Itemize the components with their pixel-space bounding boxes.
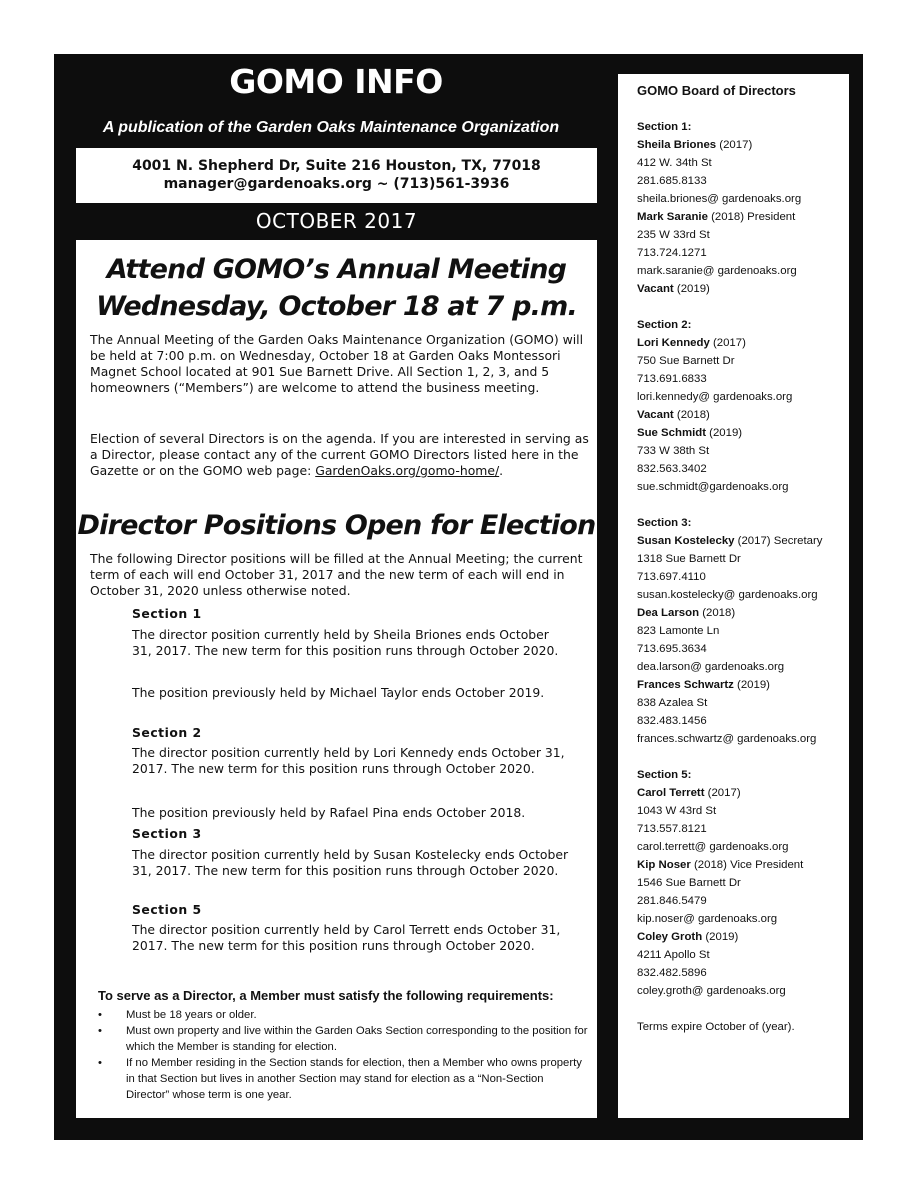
director-phone: 281.846.5479 <box>637 895 707 907</box>
director-term-role: (2019) <box>733 679 770 691</box>
director-email: mark.saranie@ gardenoaks.org <box>637 265 797 277</box>
meeting-headline-line1: Attend GOMO’s Annual Meeting <box>106 254 567 285</box>
director-entry <box>637 604 849 676</box>
director-address: 412 W. 34th St <box>637 157 712 169</box>
masthead-title: GOMO INFO <box>229 62 443 101</box>
election-paragraph <box>90 431 590 479</box>
director-entry <box>637 928 849 1000</box>
director-name: Vacant <box>637 409 674 421</box>
board-sections <box>637 118 849 1000</box>
director-phone: 713.557.8121 <box>637 823 707 835</box>
director-email: frances.schwartz@ gardenoaks.org <box>637 733 817 745</box>
section-1-text: The director position currently held by Sheila Briones ends October 31, 2017. The new term for this position runs through October 2020. <box>132 627 559 658</box>
director-phone: 713.691.6833 <box>637 373 707 385</box>
director-term-role: (2017) <box>716 139 753 151</box>
director-entry <box>637 334 849 406</box>
board-section <box>637 766 849 1000</box>
director-address: 838 Azalea St <box>637 697 708 709</box>
director-name: Mark Saranie <box>637 211 708 223</box>
director-phone: 713.697.4110 <box>637 571 706 583</box>
director-address: 1043 W 43rd St <box>637 805 717 817</box>
director-phone: 832.483.1456 <box>637 715 707 727</box>
director-name: Sue Schmidt <box>637 427 706 439</box>
director-name-line <box>637 856 849 874</box>
gomo-home-link[interactable]: GardenOaks.org/gomo-home/ <box>315 463 500 478</box>
bullet: • <box>98 1009 102 1021</box>
section-1-heading: Section 1 <box>132 606 202 621</box>
director-term-role: (2017) <box>709 337 746 349</box>
director-name: Frances Schwartz <box>637 679 734 691</box>
board-section <box>637 316 849 496</box>
director-term-role: (2018) Vice President <box>690 859 804 871</box>
meeting-headline-line2: Wednesday, October 18 at 7 p.m. <box>96 291 577 322</box>
director-address: 1318 Sue Barnett Dr <box>637 553 741 565</box>
director-name: Dea Larson <box>637 607 700 619</box>
masthead-subtitle: A publication of the Garden Oaks Maintenance Organization <box>102 119 560 136</box>
director-phone: 832.563.3402 <box>637 463 707 475</box>
director-positions-headline: Director Positions Open for Election <box>77 510 596 541</box>
contact-line: manager@gardenoaks.org ~ (713)561-3936 <box>163 176 510 192</box>
issue-date: OCTOBER 2017 <box>255 209 418 233</box>
director-phone: 281.685.8133 <box>637 175 707 187</box>
director-entry <box>637 532 849 604</box>
director-email: coley.groth@ gardenoaks.org <box>637 985 786 997</box>
director-name-line <box>637 208 849 226</box>
director-phone: 832.482.5896 <box>637 967 707 979</box>
bullet: • <box>98 1057 102 1069</box>
director-name: Vacant <box>637 283 674 295</box>
director-term-role: (2019) <box>702 931 739 943</box>
section-5-heading: Section 5 <box>132 902 202 917</box>
board-title: GOMO Board of Directors <box>637 83 796 98</box>
director-term-role: (2019) <box>673 283 710 295</box>
director-name-line <box>637 334 849 352</box>
director-name-line <box>637 928 849 946</box>
director-name: Carol Terrett <box>637 787 705 799</box>
director-address: 1546 Sue Barnett Dr <box>637 877 741 889</box>
requirements-list <box>98 1007 588 1103</box>
director-address: 733 W 38th St <box>637 445 710 457</box>
director-name: Coley Groth <box>637 931 703 943</box>
section-2-heading: Section 2 <box>132 725 202 740</box>
director-email: sue.schmidt@gardenoaks.org <box>637 481 789 493</box>
director-name-line <box>637 604 849 622</box>
director-entry <box>637 208 849 280</box>
board-section-label: Section 5: <box>637 769 692 781</box>
requirement-text: Must be 18 years or older. <box>126 1009 257 1021</box>
director-entry <box>637 856 849 928</box>
director-name-line <box>637 676 849 694</box>
director-name-line <box>637 532 849 550</box>
director-address: 4211 Apollo St <box>637 949 710 961</box>
director-email: susan.kostelecky@ gardenoaks.org <box>637 589 818 601</box>
address-line: 4001 N. Shepherd Dr, Suite 216 Houston, TX, 77018 <box>132 158 541 174</box>
director-address: 235 W 33rd St <box>637 229 710 241</box>
director-entry <box>637 406 849 424</box>
requirement-item <box>98 1023 588 1055</box>
director-email: kip.noser@ gardenoaks.org <box>637 913 778 925</box>
director-name: Lori Kennedy <box>637 337 710 349</box>
board-of-directors-panel <box>618 74 849 1118</box>
director-phone: 713.695.3634 <box>637 643 707 655</box>
director-name: Susan Kostelecky <box>637 535 735 547</box>
director-name: Sheila Briones <box>637 139 717 151</box>
section-3-text: The director position currently held by Susan Kostelecky ends October 31, 2017. The new term for this position runs through October 2020. <box>132 847 569 878</box>
director-entry <box>637 424 849 496</box>
requirement-text: If no Member residing in the Section stands for election, then a Member who owns property in that Section but lives in another Section may stand for election as a “Non-Section Director” whose term is one year. <box>126 1057 582 1101</box>
director-term-role: (2019) <box>706 427 743 439</box>
director-name-line <box>637 424 849 442</box>
election-paragraph-end: . <box>499 463 504 478</box>
director-entry <box>637 784 849 856</box>
positions-intro: The following Director positions will be filled at the Annual Meeting; the current term of each will end October 31, 2017 and the new term of each will end in October 31, 2020 unless otherwise noted. <box>90 551 583 598</box>
director-name-line <box>637 136 849 154</box>
director-name-line <box>637 784 849 802</box>
requirements-heading: To serve as a Director, a Member must satisfy the following requirements: <box>98 988 554 1003</box>
director-email: lori.kennedy@ gardenoaks.org <box>637 391 793 403</box>
director-phone: 713.724.1271 <box>637 247 707 259</box>
section-5-text: The director position currently held by Carol Terrett ends October 31, 2017. The new term for this position runs through October 2020. <box>132 922 561 953</box>
election-paragraph-text: Election of several Directors is on the agenda. If you are interested in serving as a Director, please contact any of the current GOMO Directors listed here in the Gazette or on the GOMO web page: <box>90 431 589 478</box>
director-term-role: (2017) Secretary <box>734 535 823 547</box>
director-term-role: (2018) <box>673 409 710 421</box>
director-email: dea.larson@ gardenoaks.org <box>637 661 785 673</box>
section-2-note: The position previously held by Rafael Pina ends October 2018. <box>132 805 526 820</box>
board-section <box>637 514 849 748</box>
director-name-line <box>637 280 849 298</box>
meeting-paragraph: The Annual Meeting of the Garden Oaks Maintenance Organization (GOMO) will be held at 7:00 p.m. on Wednesday, October 18 at Garden Oaks Montessori Magnet School located at 901 Sue Barnett Drive. All Section 1, 2, 3, and 5 homeowners (“Members”) are welcome to attend the business meeting. <box>90 332 584 395</box>
address-box <box>76 148 597 203</box>
director-term-role: (2018) President <box>707 211 796 223</box>
board-section-label: Section 2: <box>637 319 692 331</box>
director-address: 750 Sue Barnett Dr <box>637 355 735 367</box>
section-2-text: The director position currently held by Lori Kennedy ends October 31, 2017. The new term for this position runs through October 2020. <box>132 745 565 776</box>
terms-note: Terms expire October of (year). <box>637 1021 795 1033</box>
board-section-label: Section 1: <box>637 121 692 133</box>
requirement-item <box>98 1055 588 1103</box>
board-section-label: Section 3: <box>637 517 692 529</box>
bullet: • <box>98 1025 102 1037</box>
main-article-panel <box>76 240 597 1118</box>
director-name: Kip Noser <box>637 859 691 871</box>
section-3-heading: Section 3 <box>132 826 202 841</box>
director-term-role: (2017) <box>704 787 741 799</box>
requirement-item <box>98 1007 588 1023</box>
director-email: sheila.briones@ gardenoaks.org <box>637 193 802 205</box>
board-section <box>637 118 849 298</box>
director-term-role: (2018) <box>699 607 736 619</box>
director-entry <box>637 676 849 748</box>
director-entry <box>637 136 849 208</box>
director-entry <box>637 280 849 298</box>
director-email: carol.terrett@ gardenoaks.org <box>637 841 789 853</box>
director-address: 823 Lamonte Ln <box>637 625 720 637</box>
section-1-note: The position previously held by Michael Taylor ends October 2019. <box>132 685 545 700</box>
requirement-text: Must own property and live within the Garden Oaks Section corresponding to the position for which the Member is standing for election. <box>126 1025 588 1053</box>
director-name-line <box>637 406 849 424</box>
